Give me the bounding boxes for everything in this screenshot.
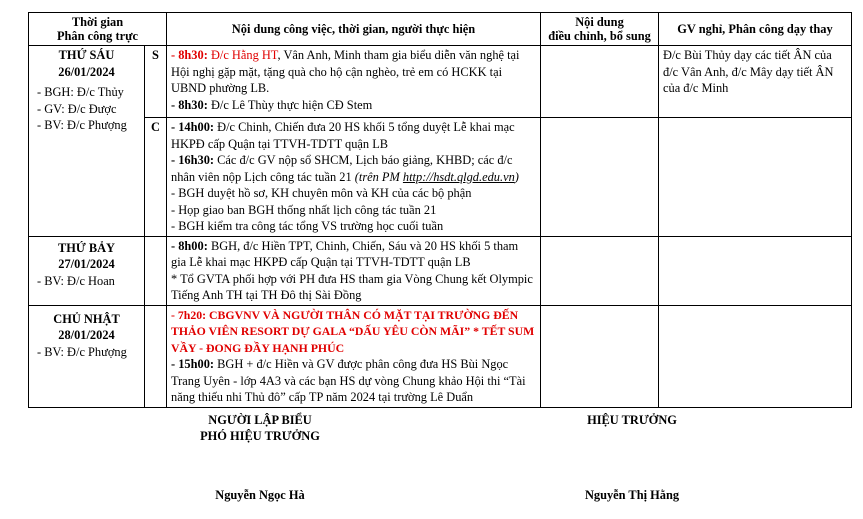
day-cell-sunday: CHỦ NHẬT 28/01/2024 - BV: Đ/c Phượng [29, 305, 145, 407]
substitute-cell [659, 305, 852, 407]
adjust-cell [541, 305, 659, 407]
header-substitute: GV nghỉ, Phân công dạy thay [659, 13, 852, 46]
day-cell-saturday: THỨ BẢY 27/01/2024 - BV: Đ/c Hoan [29, 236, 145, 305]
header-row [29, 13, 852, 46]
list-item: - 14h00: Đ/c Chinh, Chiến đưa 20 HS khối 5 tổng duyệt Lễ khai mạc HKPĐ cấp Quận tại TTVH-TDTT quận LB [171, 120, 515, 151]
pm-link[interactable]: http://hsdt.qlgd.edu.vn [402, 169, 515, 184]
adjust-cell [541, 118, 659, 237]
list-item: - 8h30: Đ/c Hằng HT, Vân Anh, Minh tham gia biểu diễn văn nghệ tại Hội nghị gặp mặt, tặng quà cho hộ cận nghèo, trẻ em có HCKK tại UBND phường LB. [171, 48, 520, 95]
table-row [29, 305, 852, 407]
substitute-cell: Đ/c Bùi Thủy dạy các tiết ÂN của đ/c Vân Anh, đ/c Mây dạy tiết ÂN của đ/c Minh [659, 46, 852, 118]
content-cell [167, 305, 541, 407]
list-item: - BGH duyệt hồ sơ, KH chuyên môn và KH của các bộ phận [171, 186, 472, 200]
table-row [29, 46, 852, 118]
weekly-schedule-table [28, 12, 852, 408]
substitute-cell [659, 236, 852, 305]
adjust-cell [541, 236, 659, 305]
list-item: - 8h30: Đ/c Lê Thùy thực hiện CĐ Stem [171, 97, 373, 112]
list-item: - 7h20: CBGVNV VÀ NGƯỜI THÂN CÓ MẶT TẠI TRƯỜNG ĐẾN THẢO VIÊN RESORT DỰ GALA “DẤU YÊU CÒN MÃI” * TẾT SUM VẦY - ĐONG ĐẦY HẠNH PHÚC [171, 307, 535, 355]
table-row [29, 118, 852, 237]
list-item: - BGH kiểm tra công tác tổng VS trường học cuối tuần [171, 219, 444, 233]
session-label [145, 236, 167, 305]
list-item: - 16h30: Các đ/c GV nộp sổ SHCM, Lịch báo giảng, KHBD; các đ/c nhân viên nộp Lịch công tác tuần 21 (trên PM http://hsdt.qlgd.edu.vn) [171, 153, 519, 184]
list-item: - Họp giao ban BGH thống nhất lịch công tác tuần 21 [171, 202, 437, 217]
header-time: Thời gian Phân công trực [29, 13, 167, 46]
content-cell [167, 118, 541, 237]
principal-name: Nguyễn Thị Hằng [584, 488, 680, 502]
list-item: - 15h00: BGH + đ/c Hiền và GV được phân công đưa HS Bùi Ngọc Trang Uyên - lớp 4A3 và các bạn HS dự vòng Chung khảo Hội thi “Tài năng thiếu nhi Thủ đô” cấp TP năm 2024 tại trường Lê Duẩn [171, 357, 526, 404]
substitute-cell [659, 118, 852, 237]
adjust-cell [541, 46, 659, 118]
list-item: - 8h00: BGH, đ/c Hiền TPT, Chinh, Chiến, Sáu và 20 HS khối 5 tham gia Lễ khai mạc HKPĐ cấp Quận tại TTVH-TDTT quận LB [171, 238, 519, 269]
session-label [145, 305, 167, 407]
preparer-title: NGƯỜI LẬP BIỂU PHÓ HIỆU TRƯỞNG [200, 413, 320, 443]
session-label: C [145, 118, 167, 237]
day-cell-friday: THỨ SÁU 26/01/2024 - BGH: Đ/c Thủy - GV: Đ/c Được - BV: Đ/c Phượng [29, 46, 145, 237]
list-item: * Tổ GVTA phối hợp với PH đưa HS tham gia Vòng Chung kết Olympic Tiếng Anh TH tại TH Đô thị Sài Đồng [171, 271, 533, 302]
preparer-name: Nguyễn Ngọc Hà [215, 488, 305, 502]
principal-title: HIỆU TRƯỞNG [587, 413, 677, 427]
header-adjust: Nội dung điều chỉnh, bổ sung [541, 13, 659, 46]
content-cell [167, 236, 541, 305]
content-cell [167, 46, 541, 118]
header-content: Nội dung công việc, thời gian, người thực hiện [167, 13, 541, 46]
table-row [29, 236, 852, 305]
session-label: S [145, 46, 167, 118]
